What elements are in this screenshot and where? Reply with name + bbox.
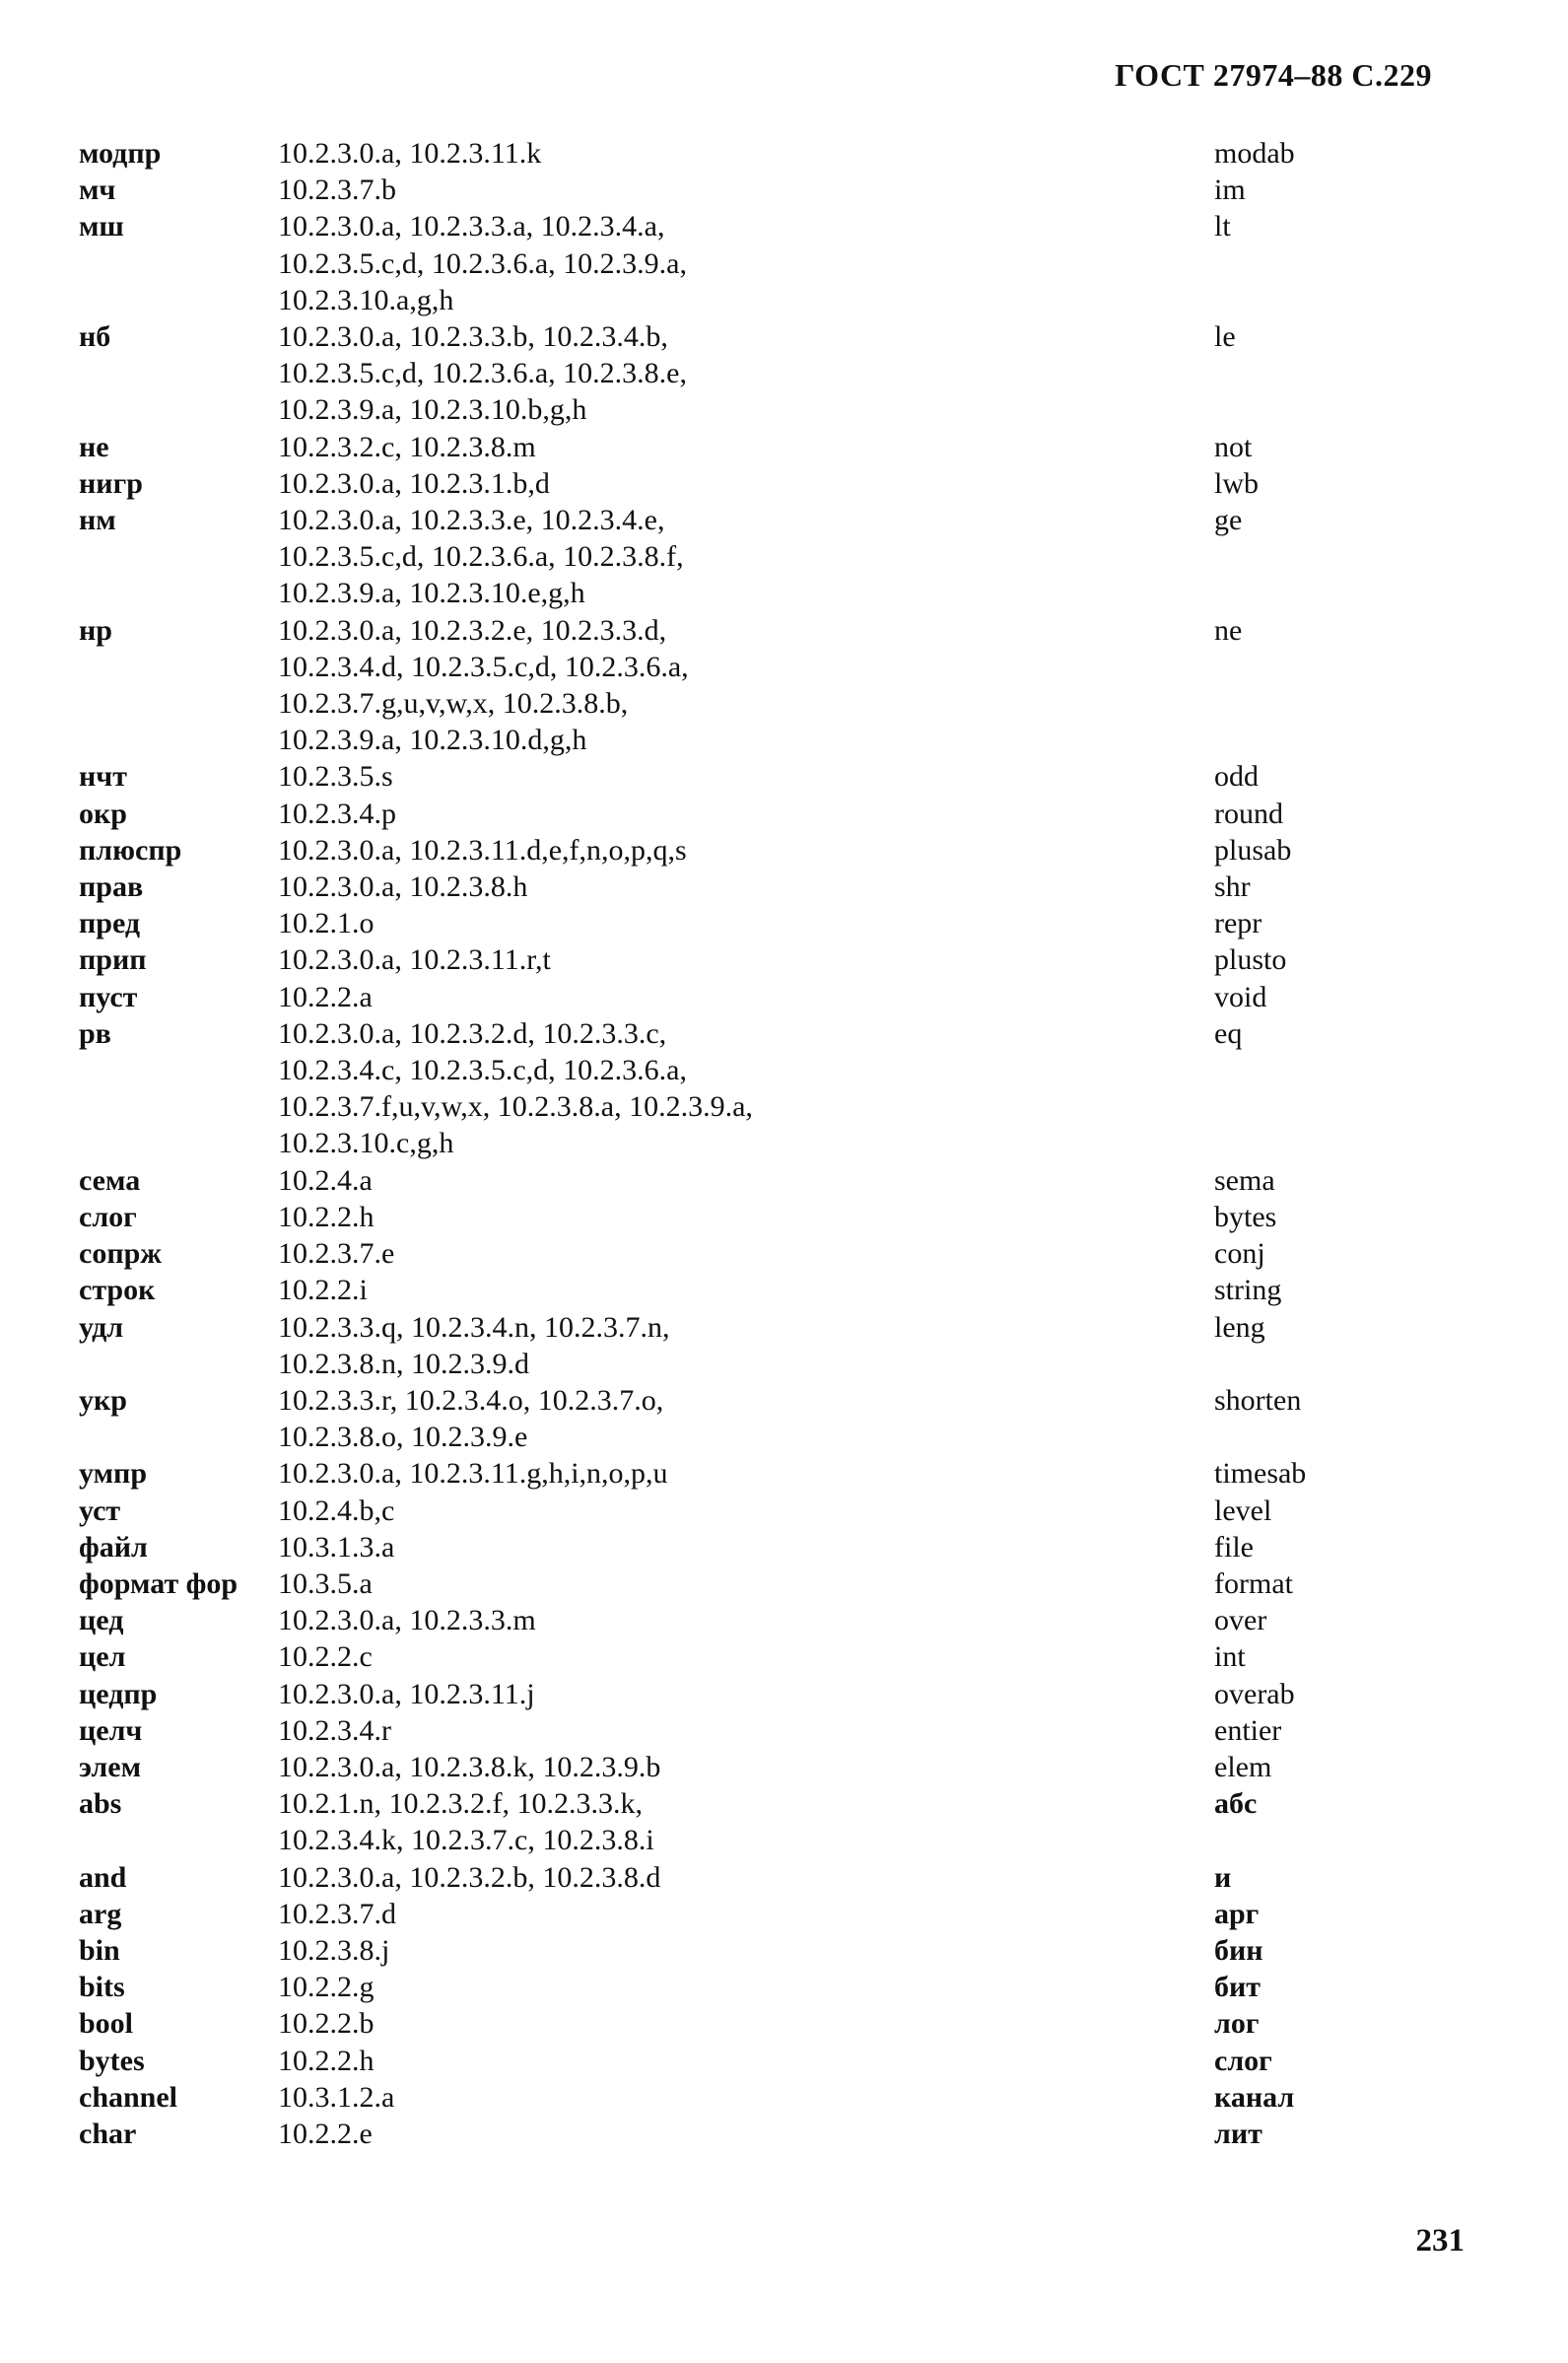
- entry-translation: shorten: [1214, 1383, 1302, 1417]
- entry-references: [278, 1455, 1360, 1492]
- entry-term: целч: [79, 1713, 143, 1747]
- entry-translation: ne: [1214, 613, 1243, 647]
- entry-translation: plusab: [1214, 833, 1292, 867]
- entry-term: сема: [79, 1163, 141, 1197]
- reference-line: 10.2.3.7.b: [278, 174, 396, 207]
- index-entry: [79, 1896, 1360, 1932]
- entry-term: пред: [79, 907, 141, 940]
- reference-line: 10.2.3.10.a,g,h: [278, 283, 454, 316]
- entry-references: [278, 1712, 1360, 1749]
- entry-term: строк: [79, 1274, 156, 1307]
- entry-translation: bytes: [1214, 1200, 1277, 1233]
- entry-references: [278, 758, 1360, 795]
- entry-term: рв: [79, 1016, 111, 1050]
- reference-line: 10.2.3.0.a, 10.2.3.3.b, 10.2.3.4.b,: [278, 320, 668, 354]
- entry-references: [278, 941, 1360, 978]
- entry-term: char: [79, 2117, 137, 2150]
- entry-references: [278, 796, 1360, 832]
- entry-term: нчт: [79, 760, 127, 794]
- index-entry: [79, 796, 1360, 832]
- entry-references: [278, 1309, 1360, 1382]
- entry-translation: lt: [1214, 210, 1231, 243]
- entry-references: [278, 1015, 1360, 1162]
- entry-translation: elem: [1214, 1750, 1272, 1783]
- entry-translation: plusto: [1214, 943, 1287, 977]
- entry-term: сопрж: [79, 1237, 163, 1271]
- entry-term: bytes: [79, 2044, 145, 2077]
- index-entry: [79, 1272, 1360, 1308]
- entry-references: [278, 172, 1360, 208]
- reference-line: 10.2.3.9.a, 10.2.3.10.b,g,h: [278, 393, 587, 427]
- entry-term: arg: [79, 1897, 122, 1930]
- index-entry: [79, 1382, 1360, 1455]
- entry-term: прав: [79, 870, 144, 904]
- entry-translation: not: [1214, 430, 1253, 463]
- reference-line: 10.2.3.9.a, 10.2.3.10.d,g,h: [278, 724, 587, 757]
- reference-line: 10.2.3.3.r, 10.2.3.4.o, 10.2.3.7.o,: [278, 1383, 664, 1417]
- reference-line: 10.2.3.7.g,u,v,w,x, 10.2.3.8.b,: [278, 687, 629, 721]
- reference-line: 10.2.3.0.a, 10.2.3.11.d,e,f,n,o,p,q,s: [278, 833, 687, 867]
- index-entry: [79, 1493, 1360, 1529]
- entry-translation: sema: [1214, 1163, 1275, 1197]
- reference-line: 10.2.3.0.a, 10.2.3.3.a, 10.2.3.4.a,: [278, 210, 665, 243]
- reference-line: 10.2.3.0.a, 10.2.3.2.d, 10.2.3.3.c,: [278, 1016, 667, 1050]
- reference-line: 10.2.2.e: [278, 2117, 373, 2150]
- entry-term: нигр: [79, 466, 143, 500]
- entry-term: нр: [79, 613, 112, 647]
- reference-line: 10.2.3.8.o, 10.2.3.9.e: [278, 1421, 528, 1454]
- entry-references: [278, 1162, 1360, 1199]
- entry-references: [278, 905, 1360, 941]
- reference-line: 10.2.3.5.c,d, 10.2.3.6.a, 10.2.3.8.e,: [278, 357, 687, 390]
- entry-references: [278, 1676, 1360, 1712]
- entry-references: [278, 429, 1360, 465]
- reference-line: 10.2.3.7.f,u,v,w,x, 10.2.3.8.a, 10.2.3.9.a,: [278, 1090, 753, 1124]
- reference-line: 10.2.3.8.n, 10.2.3.9.d: [278, 1347, 529, 1380]
- entry-term: abs: [79, 1787, 122, 1821]
- entry-references: [278, 135, 1360, 172]
- reference-line: 10.2.3.0.a, 10.2.3.8.k, 10.2.3.9.b: [278, 1750, 661, 1783]
- entry-translation: entier: [1214, 1713, 1282, 1747]
- entry-references: [278, 208, 1360, 318]
- entry-references: [278, 832, 1360, 869]
- reference-line: 10.2.3.7.d: [278, 1897, 396, 1930]
- entry-term: модпр: [79, 137, 162, 170]
- reference-line: 10.2.3.5.c,d, 10.2.3.6.a, 10.2.3.8.f,: [278, 540, 684, 574]
- entry-translation: leng: [1214, 1310, 1265, 1344]
- reference-line: 10.2.3.8.j: [278, 1933, 390, 1967]
- index-entry: [79, 1565, 1360, 1602]
- reference-line: 10.2.2.h: [278, 1200, 375, 1233]
- entry-translation: и: [1214, 1860, 1232, 1894]
- entry-references: [278, 1382, 1360, 1455]
- entry-term: цед: [79, 1604, 124, 1637]
- entry-translation: слог: [1214, 2044, 1272, 2077]
- entry-term: мч: [79, 174, 116, 207]
- entry-references: [278, 1859, 1360, 1896]
- entry-references: [278, 1932, 1360, 1969]
- index-entry: [79, 135, 1360, 172]
- reference-line: 10.3.1.3.a: [278, 1530, 395, 1564]
- entry-term: файл: [79, 1530, 148, 1564]
- reference-line: 10.2.3.0.a, 10.2.3.2.b, 10.2.3.8.d: [278, 1860, 661, 1894]
- index-entry: [79, 1015, 1360, 1162]
- entry-term: плюспр: [79, 833, 182, 867]
- entry-references: [278, 2005, 1360, 2042]
- entry-translation: modab: [1214, 137, 1295, 170]
- reference-line: 10.2.3.4.k, 10.2.3.7.c, 10.2.3.8.i: [278, 1824, 654, 1857]
- reference-line: 10.2.3.9.a, 10.2.3.10.e,g,h: [278, 577, 585, 610]
- entry-references: [278, 1235, 1360, 1272]
- reference-line: 10.2.2.b: [278, 2007, 375, 2041]
- index-entry: [79, 502, 1360, 612]
- index-entry: [79, 465, 1360, 502]
- entry-translation: lwb: [1214, 466, 1259, 500]
- entry-translation: int: [1214, 1640, 1246, 1674]
- entry-term: удл: [79, 1310, 124, 1344]
- entry-term: уст: [79, 1494, 121, 1527]
- entry-references: [278, 1272, 1360, 1308]
- index-entry: [79, 1676, 1360, 1712]
- reference-line: 10.2.3.0.a, 10.2.3.1.b,d: [278, 466, 550, 500]
- reference-line: 10.2.3.0.a, 10.2.3.11.j: [278, 1677, 535, 1710]
- entry-references: [278, 1969, 1360, 2005]
- entry-translation: eq: [1214, 1016, 1243, 1050]
- index-entry: [79, 2043, 1360, 2079]
- entry-references: [278, 1785, 1360, 1858]
- index-entry: [79, 1969, 1360, 2005]
- index-entry: [79, 1712, 1360, 1749]
- entry-translation: le: [1214, 320, 1236, 354]
- index-entry: [79, 1235, 1360, 1272]
- entry-term: and: [79, 1860, 127, 1894]
- reference-line: 10.2.2.c: [278, 1640, 373, 1674]
- index-table: [79, 135, 1360, 2152]
- entry-term: bits: [79, 1971, 125, 2004]
- entry-translation: лог: [1214, 2007, 1260, 2041]
- reference-line: 10.2.1.o: [278, 907, 375, 940]
- entry-references: [278, 1896, 1360, 1932]
- index-entry: [79, 758, 1360, 795]
- index-entry: [79, 1638, 1360, 1675]
- reference-line: 10.2.3.5.s: [278, 760, 393, 794]
- index-entry: [79, 2116, 1360, 2152]
- index-entry: [79, 1932, 1360, 1969]
- entry-translation: абс: [1214, 1787, 1258, 1821]
- index-entry: [79, 2079, 1360, 2116]
- entry-term: нм: [79, 504, 116, 537]
- entry-translation: level: [1214, 1494, 1272, 1527]
- reference-line: 10.2.2.g: [278, 1971, 375, 2004]
- reference-line: 10.2.3.4.d, 10.2.3.5.c,d, 10.2.3.6.a,: [278, 650, 689, 683]
- entry-references: [278, 2116, 1360, 2152]
- entry-references: [278, 979, 1360, 1015]
- reference-line: 10.2.3.3.q, 10.2.3.4.n, 10.2.3.7.n,: [278, 1310, 670, 1344]
- index-entry: [79, 1309, 1360, 1382]
- index-entry: [79, 1785, 1360, 1858]
- reference-line: 10.2.3.0.a, 10.2.3.11.k: [278, 137, 542, 170]
- reference-line: 10.2.3.0.a, 10.2.3.2.e, 10.2.3.3.d,: [278, 613, 667, 647]
- reference-line: 10.2.3.4.r: [278, 1713, 391, 1747]
- entry-term: формат фор: [79, 1566, 239, 1600]
- index-entry: [79, 208, 1360, 318]
- entry-term: цел: [79, 1640, 126, 1674]
- entry-references: [278, 612, 1360, 759]
- entry-translation: repr: [1214, 907, 1262, 940]
- reference-line: 10.2.3.4.c, 10.2.3.5.c,d, 10.2.3.6.a,: [278, 1054, 687, 1087]
- entry-translation: im: [1214, 174, 1246, 207]
- entry-translation: conj: [1214, 1237, 1265, 1271]
- reference-line: 10.2.1.n, 10.2.3.2.f, 10.2.3.3.k,: [278, 1787, 643, 1821]
- index-entry: [79, 941, 1360, 978]
- entry-term: channel: [79, 2080, 178, 2114]
- entry-translation: арг: [1214, 1897, 1260, 1930]
- index-entry: [79, 1602, 1360, 1638]
- entry-references: [278, 1493, 1360, 1529]
- entry-term: умпр: [79, 1457, 148, 1491]
- entry-references: [278, 2043, 1360, 2079]
- reference-line: 10.2.3.0.a, 10.2.3.3.m: [278, 1604, 536, 1637]
- entry-term: укр: [79, 1383, 127, 1417]
- entry-term: bin: [79, 1933, 120, 1967]
- entry-references: [278, 502, 1360, 612]
- entry-translation: file: [1214, 1530, 1254, 1564]
- entry-translation: лит: [1214, 2117, 1262, 2150]
- index-entry: [79, 2005, 1360, 2042]
- entry-references: [278, 1638, 1360, 1675]
- entry-translation: over: [1214, 1604, 1267, 1637]
- reference-line: 10.3.1.2.a: [278, 2080, 395, 2114]
- entry-translation: odd: [1214, 760, 1259, 794]
- reference-line: 10.2.3.0.a, 10.2.3.3.e, 10.2.3.4.e,: [278, 504, 665, 537]
- entry-translation: бин: [1214, 1933, 1263, 1967]
- entry-translation: string: [1214, 1274, 1282, 1307]
- index-entry: [79, 1162, 1360, 1199]
- entry-references: [278, 465, 1360, 502]
- reference-line: 10.2.3.4.p: [278, 797, 396, 830]
- entry-translation: канал: [1214, 2080, 1295, 2114]
- reference-line: 10.2.3.0.a, 10.2.3.8.h: [278, 870, 528, 904]
- entry-references: [278, 1565, 1360, 1602]
- entry-translation: format: [1214, 1566, 1293, 1600]
- reference-line: 10.2.4.b,c: [278, 1494, 395, 1527]
- entry-translation: бит: [1214, 1971, 1261, 2004]
- entry-term: не: [79, 430, 109, 463]
- index-entry: [79, 1749, 1360, 1785]
- reference-line: 10.2.3.5.c,d, 10.2.3.6.a, 10.2.3.9.a,: [278, 246, 687, 280]
- entry-translation: timesab: [1214, 1457, 1307, 1491]
- index-entry: [79, 832, 1360, 869]
- index-entry: [79, 869, 1360, 905]
- entry-references: [278, 1529, 1360, 1565]
- entry-term: bool: [79, 2007, 134, 2041]
- reference-line: 10.2.2.i: [278, 1274, 368, 1307]
- index-entry: [79, 172, 1360, 208]
- page-header: ГОСТ 27974–88 С.229: [1115, 57, 1432, 93]
- entry-term: окр: [79, 797, 127, 830]
- entry-translation: round: [1214, 797, 1283, 830]
- entry-references: [278, 318, 1360, 429]
- entry-translation: shr: [1214, 870, 1251, 904]
- reference-line: 10.2.2.h: [278, 2044, 375, 2077]
- entry-references: [278, 1749, 1360, 1785]
- index-entry: [79, 1199, 1360, 1235]
- entry-term: слог: [79, 1200, 137, 1233]
- reference-line: 10.2.3.0.a, 10.2.3.11.r,t: [278, 943, 551, 977]
- index-entry: [79, 612, 1360, 759]
- entry-references: [278, 1602, 1360, 1638]
- index-entry: [79, 1529, 1360, 1565]
- entry-references: [278, 1199, 1360, 1235]
- entry-translation: overab: [1214, 1677, 1295, 1710]
- reference-line: 10.2.3.0.a, 10.2.3.11.g,h,i,n,o,p,u: [278, 1457, 668, 1491]
- index-entry: [79, 429, 1360, 465]
- entry-term: цедпр: [79, 1677, 158, 1710]
- reference-line: 10.2.3.7.e: [278, 1237, 395, 1271]
- entry-translation: void: [1214, 980, 1267, 1013]
- entry-term: элем: [79, 1750, 142, 1783]
- reference-line: 10.2.3.10.c,g,h: [278, 1127, 454, 1160]
- reference-line: 10.2.4.a: [278, 1163, 373, 1197]
- entry-references: [278, 869, 1360, 905]
- entry-term: прип: [79, 943, 147, 977]
- index-entry: [79, 905, 1360, 941]
- entry-translation: ge: [1214, 504, 1243, 537]
- index-entry: [79, 1455, 1360, 1492]
- index-entry: [79, 1859, 1360, 1896]
- entry-term: нб: [79, 320, 111, 354]
- index-entry: [79, 979, 1360, 1015]
- entry-references: [278, 2079, 1360, 2116]
- reference-line: 10.3.5.a: [278, 1566, 373, 1600]
- entry-term: пуст: [79, 980, 138, 1013]
- reference-line: 10.2.2.a: [278, 980, 373, 1013]
- reference-line: 10.2.3.2.c, 10.2.3.8.m: [278, 430, 536, 463]
- index-entry: [79, 318, 1360, 429]
- entry-term: мш: [79, 210, 124, 243]
- page-number: 231: [1415, 2223, 1465, 2259]
